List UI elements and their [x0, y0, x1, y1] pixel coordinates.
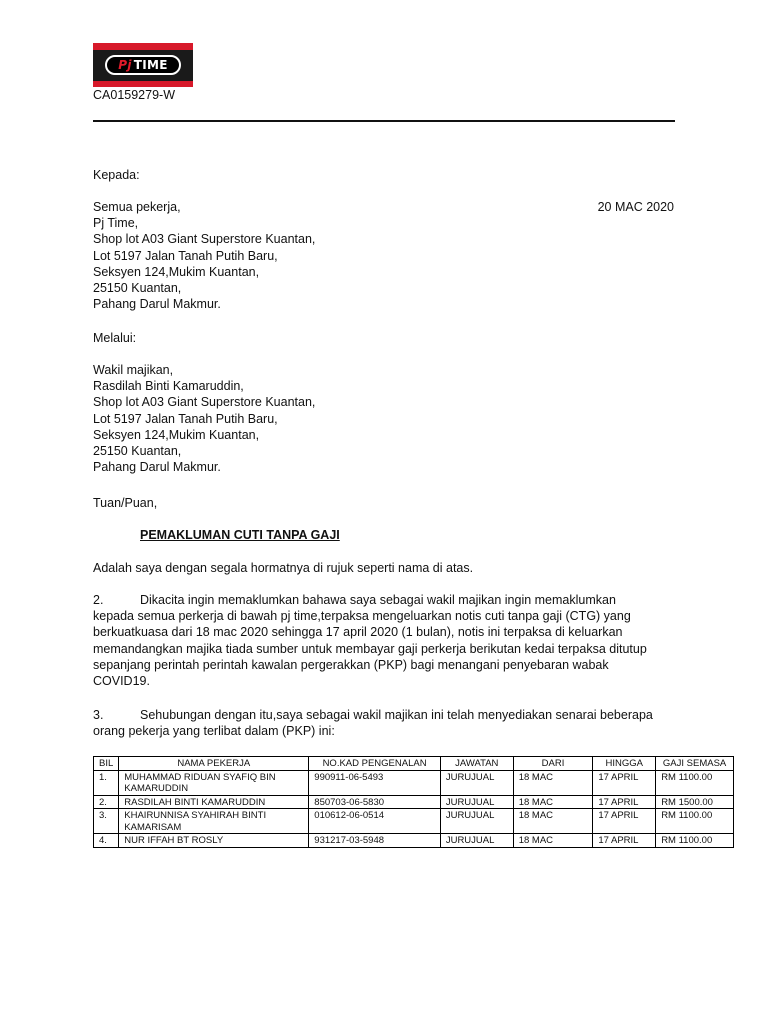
address-line: Seksyen 124,Mukim Kuantan, [93, 264, 260, 279]
column-header: NO.KAD PENGENALAN [309, 757, 441, 771]
table-cell: 18 MAC [513, 834, 593, 848]
table-row [94, 795, 734, 809]
table-row [94, 834, 734, 848]
table-cell: 18 MAC [513, 770, 593, 795]
company-logo: Pj TIME [93, 43, 193, 87]
table-row [94, 770, 734, 795]
address-line: Pahang Darul Makmur. [93, 297, 221, 312]
address-line: Pahang Darul Makmur. [93, 460, 221, 475]
table-cell: 850703-06-5830 [309, 795, 441, 809]
paragraph-2 [93, 592, 693, 689]
table-cell: 010612-06-0514 [309, 809, 441, 834]
address-line: Rasdilah Binti Kamaruddin, [93, 379, 244, 394]
table-cell: RM 1500.00 [656, 795, 734, 809]
paragraph-line: kepada semua perkerja di bawah pj time,terpaksa mengeluarkan notis cuti tanpa gaji (CTG) yang [93, 609, 631, 624]
table-cell: 18 MAC [513, 795, 593, 809]
paragraph-3 [93, 707, 693, 739]
paragraph-line: berkuatkuasa dari 18 mac 2020 sehingga 17 april 2020 (1 bulan), notis ini terpaksa di keluarkan [93, 625, 623, 640]
letter-date: 20 MAC 2020 [597, 200, 674, 214]
table-cell: 17 APRIL [593, 770, 656, 795]
table-cell: RASDILAH BINTI KAMARUDDIN [119, 795, 309, 809]
table-cell: 17 APRIL [593, 809, 656, 834]
column-header: NAMA PEKERJA [119, 757, 309, 771]
salutation: Tuan/Puan, [93, 496, 158, 510]
table-cell: RM 1100.00 [656, 834, 734, 848]
column-header: JAWATAN [440, 757, 513, 771]
table-cell: 3. [94, 809, 119, 834]
paragraph-line: Dikacita ingin memaklumkan bahawa saya sebagai wakil majikan ingin memaklumkan [140, 593, 616, 607]
recipient-label: Kepada: [93, 168, 140, 182]
table-cell: JURUJUAL [440, 809, 513, 834]
paragraph-number: 3. [93, 708, 104, 722]
table-cell: JURUJUAL [440, 795, 513, 809]
column-header: HINGGA [593, 757, 656, 771]
table-cell: RM 1100.00 [656, 809, 734, 834]
table-cell: NUR IFFAH BT ROSLY [119, 834, 309, 848]
address-line: Semua pekerja, [93, 200, 181, 214]
employee-table [93, 756, 734, 848]
address-line: Shop lot A03 Giant Superstore Kuantan, [93, 395, 316, 410]
paragraph-line: Sehubungan dengan itu,saya sebagai wakil majikan ini telah menyediakan senarai beberapa [140, 708, 653, 722]
address-line: Wakil majikan, [93, 363, 174, 377]
table-cell: RM 1100.00 [656, 770, 734, 795]
intro-paragraph: Adalah saya dengan segala hormatnya di rujuk seperti nama di atas. [93, 561, 474, 575]
table-cell: 18 MAC [513, 809, 593, 834]
column-header: GAJI SEMASA [656, 757, 734, 771]
table-cell: JURUJUAL [440, 834, 513, 848]
letter-subject: PEMAKLUMAN CUTI TANPA GAJI [140, 528, 340, 542]
column-header: BIL [94, 757, 119, 771]
address-line: Lot 5197 Jalan Tanah Putih Baru, [93, 411, 278, 426]
paragraph-line: COVID19. [93, 674, 150, 689]
address-line: 25150 Kuantan, [93, 281, 182, 296]
table-cell: MUHAMMAD RIDUAN SYAFIQ BIN KAMARUDDIN [119, 770, 309, 795]
address-line: Lot 5197 Jalan Tanah Putih Baru, [93, 248, 278, 263]
table-row [94, 809, 734, 834]
address-line: Shop lot A03 Giant Superstore Kuantan, [93, 232, 316, 247]
paragraph-line: memandangkan majika tiada sumber untuk membayar gaji perkerja berikutan kedai terpaksa ditutup [93, 641, 647, 656]
table-cell: KHAIRUNNISA SYAHIRAH BINTI KAMARISAM [119, 809, 309, 834]
via-label: Melalui: [93, 331, 137, 345]
registration-number: CA0159279-W [93, 88, 175, 102]
table-cell: 1. [94, 770, 119, 795]
table-cell: 17 APRIL [593, 795, 656, 809]
via-address [93, 362, 315, 475]
paragraph-number: 2. [93, 593, 104, 607]
address-line: 25150 Kuantan, [93, 444, 182, 459]
address-line: Pj Time, [93, 216, 139, 231]
table-cell: JURUJUAL [440, 770, 513, 795]
table-cell: 17 APRIL [593, 834, 656, 848]
table-cell: 931217-03-5948 [309, 834, 441, 848]
table-header-row [94, 757, 734, 771]
paragraph-line: orang pekerja yang terlibat dalam (PKP) ini: [93, 724, 335, 739]
table-cell: 2. [94, 795, 119, 809]
paragraph-line: sepanjang perintah perintah kawalan pergerakkan (PKP) bagi menangani penyebaran wabak [93, 657, 609, 672]
column-header: DARI [513, 757, 593, 771]
header-divider [93, 120, 675, 122]
table-cell: 4. [94, 834, 119, 848]
recipient-address [93, 199, 315, 312]
address-line: Seksyen 124,Mukim Kuantan, [93, 427, 260, 442]
table-cell: 990911-06-5493 [309, 770, 441, 795]
